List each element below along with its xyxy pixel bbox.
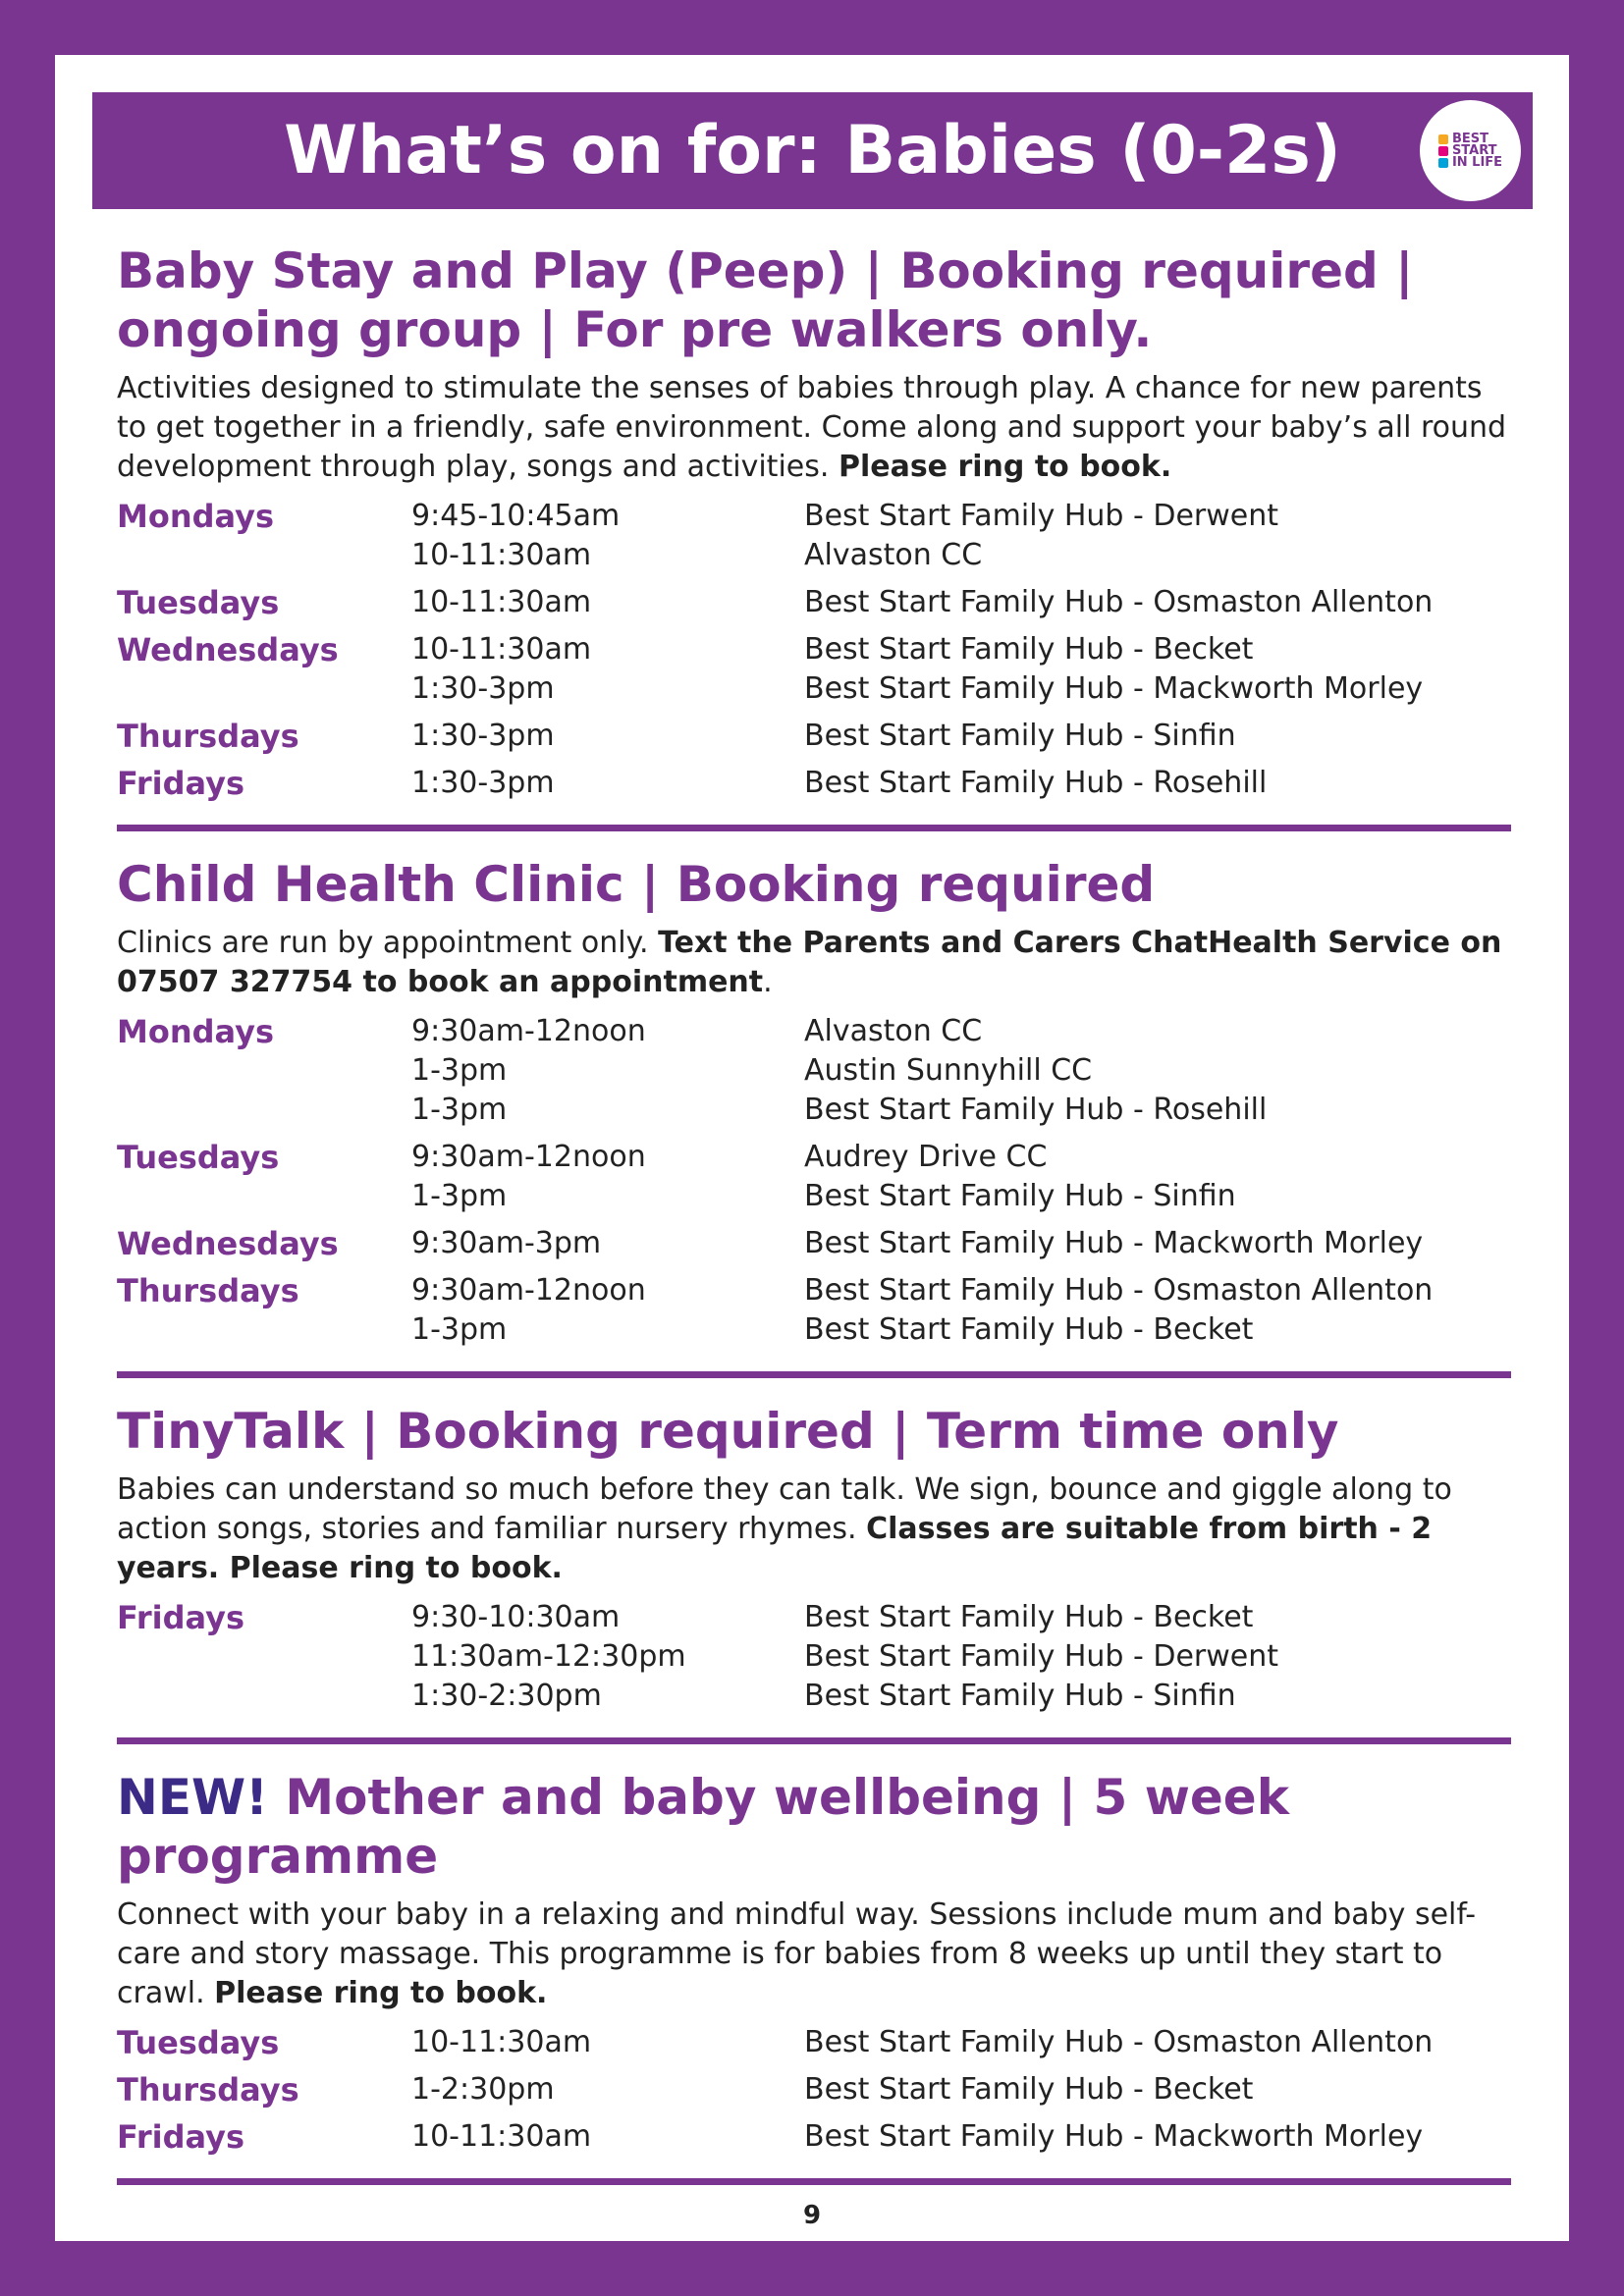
- section-heading-text: Mother and baby wellbeing | 5 week programme: [117, 1769, 1289, 1885]
- session-venue: Best Start Family Hub - Osmaston Allenton: [804, 2025, 1434, 2059]
- schedule-entry: [411, 630, 1511, 669]
- schedule-row: [117, 1224, 1511, 1263]
- event-section: [117, 1768, 1511, 2185]
- session-time: 10-11:30am: [411, 632, 592, 667]
- schedule-day: Fridays: [117, 1599, 244, 1636]
- schedule-row: [117, 2117, 1511, 2157]
- schedule-day: Tuesdays: [117, 1139, 280, 1176]
- schedule-day: Wednesdays: [117, 631, 339, 668]
- event-section: [117, 1402, 1511, 1744]
- page: [55, 55, 1569, 2241]
- session-venue: Best Start Family Hub - Rosehill: [804, 766, 1268, 800]
- session-venue: Best Start Family Hub - Osmaston Allenton: [804, 1273, 1434, 1308]
- session-time: 9:30-10:30am: [411, 1600, 621, 1634]
- section-heading: [117, 1768, 1511, 1886]
- session-time: 9:30am-12noon: [411, 1014, 646, 1048]
- schedule-table: [117, 497, 1511, 803]
- schedule-entries: [411, 2023, 1511, 2062]
- schedule-table: [117, 2023, 1511, 2157]
- session-time: 1:30-2:30pm: [411, 1679, 602, 1713]
- session-time: 9:45-10:45am: [411, 499, 621, 533]
- schedule-entry: [411, 2023, 1511, 2062]
- schedule-entry: [411, 536, 1511, 575]
- session-venue: Best Start Family Hub - Sinfin: [804, 719, 1236, 753]
- session-time: 9:30am-12noon: [411, 1140, 646, 1174]
- schedule-entries: [411, 1598, 1511, 1716]
- schedule-entries: [411, 764, 1511, 803]
- session-venue: Best Start Family Hub - Sinfin: [804, 1679, 1236, 1713]
- session-venue: Audrey Drive CC: [804, 1140, 1048, 1174]
- section-divider: [117, 1737, 1511, 1744]
- schedule-day: Fridays: [117, 765, 244, 802]
- schedule-row: [117, 2070, 1511, 2109]
- schedule-row: [117, 764, 1511, 803]
- section-divider: [117, 825, 1511, 831]
- session-venue: Best Start Family Hub - Derwent: [804, 1639, 1279, 1674]
- event-section: [117, 855, 1511, 1378]
- schedule-row: [117, 583, 1511, 622]
- section-description: [117, 924, 1511, 1002]
- session-time: 10-11:30am: [411, 2119, 592, 2154]
- session-venue: Best Start Family Hub - Becket: [804, 632, 1254, 667]
- schedule-day: Mondays: [117, 498, 275, 535]
- schedule-entry: [411, 764, 1511, 803]
- schedule-entries: [411, 2117, 1511, 2157]
- schedule-row: [117, 2023, 1511, 2062]
- schedule-entry: [411, 2070, 1511, 2109]
- best-start-logo: [1420, 100, 1521, 201]
- section-description: [117, 1470, 1511, 1588]
- session-time: 1-3pm: [411, 1179, 508, 1213]
- schedule-row: [117, 1271, 1511, 1350]
- session-venue: Best Start Family Hub - Sinfin: [804, 1179, 1236, 1213]
- schedule-row: [117, 1012, 1511, 1130]
- schedule-entries: [411, 717, 1511, 756]
- session-venue: Austin Sunnyhill CC: [804, 1053, 1093, 1088]
- section-heading: [117, 241, 1511, 359]
- session-time: 1:30-3pm: [411, 719, 555, 753]
- description-tail: .: [763, 965, 773, 999]
- description-bold-text: Please ring to book.: [214, 1976, 548, 2010]
- schedule-entries: [411, 630, 1511, 709]
- schedule-table: [117, 1598, 1511, 1716]
- schedule-entry: [411, 1091, 1511, 1130]
- schedule-row: [117, 630, 1511, 709]
- session-time: 10-11:30am: [411, 585, 592, 619]
- schedule-row: [117, 1138, 1511, 1216]
- description-bold-text: Please ring to book.: [838, 450, 1172, 484]
- page-number: 9: [802, 2201, 822, 2230]
- session-venue: Alvaston CC: [804, 538, 983, 572]
- description-text: Clinics are run by appointment only.: [117, 926, 659, 960]
- session-time: 10-11:30am: [411, 2025, 592, 2059]
- section-divider: [117, 2178, 1511, 2185]
- description-bold-text: Classes are suitable from birth - 2 years. Please ring to book.: [117, 1512, 1433, 1585]
- schedule-entry: [411, 1138, 1511, 1177]
- logo-squares-icon: [1438, 134, 1448, 168]
- section-description: [117, 369, 1511, 487]
- schedule-day: Tuesdays: [117, 2024, 280, 2061]
- description-text: Connect with your baby in a relaxing and mindful way. Sessions include mum and baby self-care and story massage. This programme is for babies from 8 weeks up until they start to crawl.: [117, 1897, 1477, 2010]
- section-heading-text: TinyTalk | Booking required | Term time only: [117, 1403, 1339, 1460]
- description-text: Activities designed to stimulate the senses of babies through play. A chance for new parents to get together in a friendly, safe environment. Come along and support your baby’s all round development through play, songs and activities.: [117, 371, 1507, 484]
- schedule-entry: [411, 1012, 1511, 1051]
- schedule-day: Tuesdays: [117, 584, 280, 621]
- section-heading-text: Baby Stay and Play (Peep) | Booking required | ongoing group | For pre walkers only.: [117, 242, 1414, 358]
- section-heading: [117, 1402, 1511, 1461]
- session-venue: Best Start Family Hub - Osmaston Allenton: [804, 585, 1434, 619]
- schedule-row: [117, 717, 1511, 756]
- section-divider: [117, 1371, 1511, 1378]
- session-venue: Best Start Family Hub - Mackworth Morley: [804, 671, 1424, 706]
- event-section: [117, 241, 1511, 831]
- schedule-entry: [411, 1051, 1511, 1091]
- session-time: 11:30am-12:30pm: [411, 1639, 686, 1674]
- session-time: 1:30-3pm: [411, 671, 555, 706]
- schedule-entries: [411, 583, 1511, 622]
- schedule-day: Thursdays: [117, 718, 299, 755]
- schedule-entries: [411, 1224, 1511, 1263]
- schedule-entries: [411, 497, 1511, 575]
- schedule-entry: [411, 1637, 1511, 1677]
- schedule-entry: [411, 669, 1511, 709]
- description-bold-text: Text the Parents and Carers ChatHealth Service on 07507 327754 to book an appointment: [117, 926, 1502, 999]
- schedule-entry: [411, 1177, 1511, 1216]
- session-time: 1:30-3pm: [411, 766, 555, 800]
- new-badge: NEW!: [117, 1769, 268, 1826]
- schedule-row: [117, 1598, 1511, 1716]
- schedule-day: Mondays: [117, 1013, 275, 1050]
- session-venue: Best Start Family Hub - Becket: [804, 2072, 1254, 2107]
- schedule-entry: [411, 1677, 1511, 1716]
- session-venue: Best Start Family Hub - Mackworth Morley: [804, 2119, 1424, 2154]
- session-time: 1-3pm: [411, 1053, 508, 1088]
- session-time: 1-2:30pm: [411, 2072, 555, 2107]
- session-venue: Best Start Family Hub - Becket: [804, 1600, 1254, 1634]
- schedule-row: [117, 497, 1511, 575]
- schedule-entry: [411, 2117, 1511, 2157]
- session-venue: Best Start Family Hub - Derwent: [804, 499, 1279, 533]
- content: [117, 241, 1511, 2209]
- schedule-day: Wednesdays: [117, 1225, 339, 1262]
- schedule-day: Fridays: [117, 2118, 244, 2156]
- session-time: 9:30am-3pm: [411, 1226, 602, 1260]
- logo-text: BEST START IN LIFE: [1451, 131, 1503, 170]
- schedule-table: [117, 1012, 1511, 1350]
- schedule-entries: [411, 1138, 1511, 1216]
- schedule-entry: [411, 583, 1511, 622]
- session-venue: Best Start Family Hub - Becket: [804, 1312, 1254, 1347]
- schedule-entry: [411, 1598, 1511, 1637]
- schedule-entry: [411, 497, 1511, 536]
- session-time: 1-3pm: [411, 1093, 508, 1127]
- schedule-entries: [411, 2070, 1511, 2109]
- title-banner: [92, 92, 1533, 209]
- session-venue: Best Start Family Hub - Rosehill: [804, 1093, 1268, 1127]
- section-heading-text: Child Health Clinic | Booking required: [117, 856, 1156, 913]
- section-heading: [117, 855, 1511, 914]
- section-description: [117, 1896, 1511, 2013]
- schedule-entry: [411, 1271, 1511, 1310]
- session-venue: Alvaston CC: [804, 1014, 983, 1048]
- description-text: Babies can understand so much before they can talk. We sign, bounce and giggle along to action songs, stories and familiar nursery rhymes.: [117, 1472, 1452, 1546]
- page-title: What’s on for: Babies (0-2s): [284, 112, 1341, 189]
- schedule-day: Thursdays: [117, 1272, 299, 1309]
- schedule-entry: [411, 717, 1511, 756]
- schedule-entries: [411, 1012, 1511, 1130]
- session-time: 1-3pm: [411, 1312, 508, 1347]
- session-venue: Best Start Family Hub - Mackworth Morley: [804, 1226, 1424, 1260]
- schedule-entry: [411, 1224, 1511, 1263]
- schedule-day: Thursdays: [117, 2071, 299, 2109]
- session-time: 10-11:30am: [411, 538, 592, 572]
- session-time: 9:30am-12noon: [411, 1273, 646, 1308]
- schedule-entries: [411, 1271, 1511, 1350]
- schedule-entry: [411, 1310, 1511, 1350]
